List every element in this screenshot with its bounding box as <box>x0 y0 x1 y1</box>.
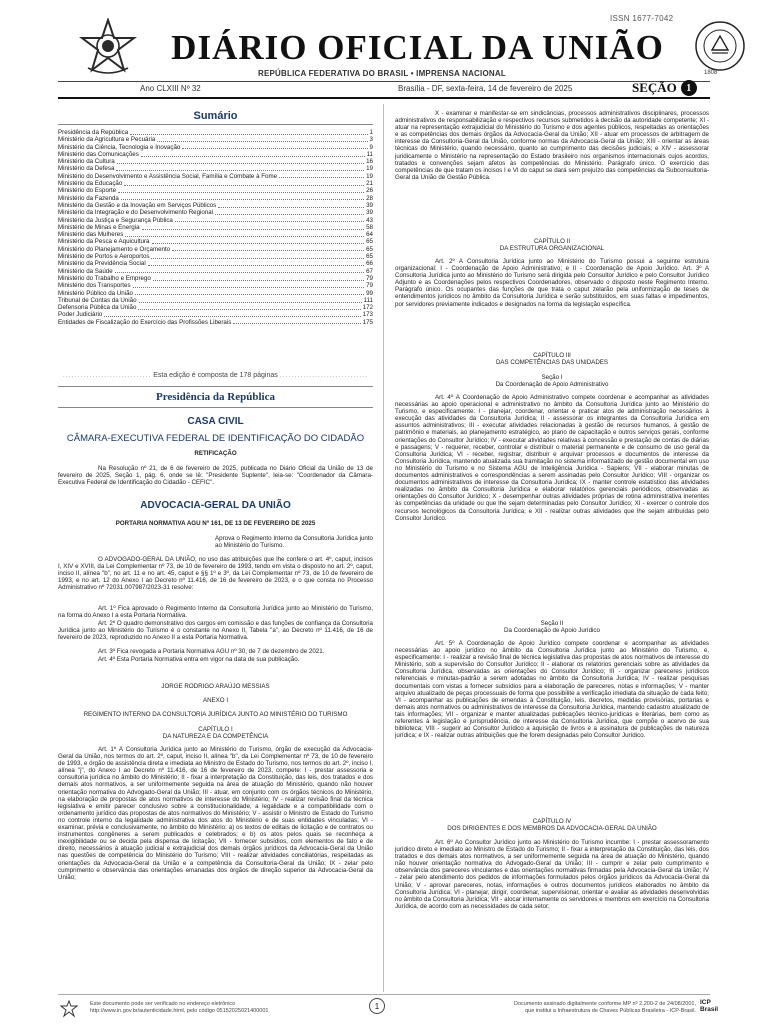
summary-item-page: 39 <box>366 201 373 209</box>
portaria-art4: Art. 4º Esta Portaria Normativa entra em vigor na data de sua publicação. <box>98 656 300 663</box>
issn: ISSN 1677-7042 <box>610 14 674 23</box>
summary-item-page: 11 <box>366 150 373 158</box>
summary-item[interactable] <box>58 129 373 136</box>
summary-rule <box>58 124 373 125</box>
summary-item-label: Ministério do Esporte <box>58 187 117 195</box>
summary-item-label: Ministério da Integração e do Desenvolvimento Regional <box>58 209 214 217</box>
summary-item-page: 21 <box>366 180 373 188</box>
summary-item-page: 19 <box>366 172 373 180</box>
summary-item-page: 64 <box>366 231 373 239</box>
chapter-4-title: DOS DIRIGENTES E DOS MEMBROS DA ADVOCACIA-GERAL DA UNIÃO <box>447 825 657 832</box>
summary-item-page: 99 <box>366 289 373 297</box>
summary-item-label: Ministério de Minas e Energia <box>58 223 140 231</box>
portaria-art3: Art. 3º Fica revogada a Portaria Normativa AGU nº 30, de 7 de dezembro de 2021. <box>98 648 325 655</box>
summary-item[interactable] <box>58 311 373 318</box>
org-casa-civil: CASA CIVIL <box>187 416 244 427</box>
portaria-art1: Art. 1º Fica aprovado o Regimento Interno da Consultoria Jurídica junto ao Ministério do Turismo, na forma do Anexo I a esta Portaria Normativa. <box>58 605 373 620</box>
portaria-title: PORTARIA NORMATIVA AGU Nº 161, DE 13 DE FEVEREIRO DE 2025 <box>115 520 316 527</box>
summary-item-label: Presidência da República <box>58 129 129 136</box>
summary-item-label: Ministério da Saúde <box>58 267 113 275</box>
footer-rule <box>58 994 710 995</box>
summary-item-page: 28 <box>366 194 373 202</box>
presidencia-rule <box>58 407 373 408</box>
summary-item-page: 1 <box>369 129 373 136</box>
summary-item-page: 66 <box>366 260 373 268</box>
summary-item[interactable] <box>58 136 373 143</box>
summary-item-label: Ministério dos Transportes <box>58 282 131 290</box>
chapter-2-title: DA ESTRUTURA ORGANIZACIONAL <box>499 245 605 252</box>
summary-item-label: Ministério da Fazenda <box>58 194 119 202</box>
summary-item-leader <box>182 148 367 149</box>
summary-item-leader <box>153 280 364 281</box>
section-2: Seção II <box>540 620 564 627</box>
summary-item-label: Ministério Público da União <box>58 289 133 297</box>
masthead-title: DIÁRIO OFICIAL DA UNIÃO <box>171 28 664 67</box>
summary-item[interactable] <box>58 290 373 297</box>
summary-item-page: 3 <box>369 136 373 144</box>
verification-note: Este documento pode ser verificado no endereço eletrônico http://www.in.gov.br/autenticidade.html, pelo código 05152025021400001 <box>90 1001 269 1014</box>
summary-item-page: 19 <box>366 165 373 173</box>
summary-item-page: 67 <box>366 267 373 275</box>
summary-item-leader <box>175 221 364 222</box>
summary-item-leader <box>104 316 360 317</box>
summary-item-leader <box>121 199 364 200</box>
summary-item[interactable] <box>58 195 373 202</box>
publication-date: Brasília - DF, sexta-feira, 14 de fevereiro de 2025 <box>398 84 573 93</box>
summary-item-page: 65 <box>366 245 373 253</box>
summary-item-page: 65 <box>366 238 373 246</box>
summary-item-page: 26 <box>366 187 373 195</box>
summary-item-page: 16 <box>366 158 373 166</box>
summary-item-label: Ministério das Comunicações <box>58 150 139 158</box>
summary-item-label: Ministério do Planejamento e Orçamento <box>58 245 171 253</box>
regimento-body-right-2: Art. 2º A Consultoria Jurídica junto ao Ministério do Turismo possui a seguinte estrutura organizacional: I - Coordenação de Apoio Administrativo; e II - Coordenação de Apoio Jurídico. Art. 3º A Consultoria Jurídica junto ao Ministério do Turismo será dirigida pelo Consultor Jurídico e pelo Consultor Jurídico Adjunto e as Coordenações pelos respectivos Coordenadores, observado o disposto neste Regimento Interno. Parágrafo único. Os ocupantes das funções de que trata o caput zelarão pela uniformização de teses de entendimentos jurídicos no âmbito da Consultoria Jurídica e serão substituídos, em suas faltas e impedimentos, por servidores previamente indicados e designados na forma da legislação específica. <box>395 258 709 308</box>
anexo-title: ANEXO I <box>202 697 229 704</box>
summary-item-leader <box>117 163 364 164</box>
summary-item-leader <box>133 287 365 288</box>
summary-item-leader <box>141 156 365 157</box>
summary-item-page: 9 <box>369 143 373 151</box>
summary-item[interactable] <box>58 144 373 151</box>
edition-number: Ano CLXIII Nº 32 <box>140 84 201 93</box>
portaria-preambulo: O ADVOGADO-GERAL DA UNIÃO, no uso das atribuições que lhe confere o art. 4º, caput, incisos I, XIV e XVIII, da Lei Complementar nº 73, de 10 de fevereiro de 1993, tendo em vista o disposto no art. 2º, caput, inciso II, alínea "b", no art. 11 e no art. 45, caput e §§ 1º e 3º, da Lei Complementar nº 73, de 10 de fevereiro de 1993, e no art. 12 do Anexo I ao Decreto nº 11.416, de 16 de fevereiro de 2023, e o que consta no Processo Administrativo nº 72031.007987/2023-31 resolve: <box>58 556 373 592</box>
portaria-art2: Art. 2º O quadro demonstrativo dos cargos em comissão e das funções de confiança da Consultoria Jurídica junto ao Ministério do Turismo é o constante no Anexo II, Tabela "a", ao Decreto nº 11.416, de 16 de fevereiro de 2023, reproduzido no Anexo II a esta Portaria Normativa. <box>58 620 373 642</box>
regimento-body-right-3: Art. 4º À Coordenação de Apoio Administrativo compete coordenar e acompanhar as atividades necessárias ao apoio operacional e administrativo no âmbito da Consultoria Jurídica junto ao Ministério do Turismo, e especificamente: I - planejar, coordenar, orientar e praticar atos de administração necessários à execução das atividades da Consultoria Jurídica; II - assessorar os integrantes da Consultoria Jurídica em assuntos administrativos; III - executar atividades relacionadas à gestão de recursos humanos, à gestão de patrimônio e materiais, ao planejamento estratégico, ao plano de capacitação e outros serviços gerais, conforme orientações do Consultor Jurídico; IV - executar atividades relativas à concessão e prestação de contas de diárias e passagens; V - requerer, receber, controlar e distribuir o material permanente e de consumo de uso geral da Consultoria Jurídica; VI - receber, registrar, distribuir e arquivar processos e documentos de interesse da Consultoria Jurídica, mantendo atualizada sua tramitação no sistema informatizado de gestão documental em uso no Ministério do Turismo e no Sistema AGU de Inteligência Jurídica - Sapiens; VII - elaborar minutas de documentos administrativos e correspondências a serem assinadas pelo Consultor Jurídico; VIII - organizar os documentos administrativos de interesse da Consultoria Jurídica; IX - manter controle estatístico das atividades realizadas no âmbito da Consultoria Jurídica e elaborar relatórios gerenciais periódicos, observadas as orientações do Consultor Jurídico; X - desempenhar outras atividades próprias de rotina administrativa inerentes às competências da unidade ou que lhe sejam determinadas pelo Consultor Jurídico; XI - exercer o controle dos recursos tecnológicos da Consultoria Jurídica; e XII - realizar outras atividades que lhe sejam atribuídas pelo Consultor Jurídico. <box>395 394 709 522</box>
summary-item-label: Ministério da Pesca e Aquicultura <box>58 238 150 246</box>
chapter-1-title: DA NATUREZA E DA COMPETÊNCIA <box>162 733 269 740</box>
section-label: SEÇÃO <box>632 80 677 95</box>
portaria-ementa: Aprova o Regimento Interno da Consultoria Jurídica junto ao Ministério do Turismo. <box>215 535 373 550</box>
coat-of-arms-logo <box>78 18 138 78</box>
summary-item[interactable] <box>58 231 373 238</box>
regimento-body-left: Art. 1º À Consultoria Jurídica junto ao Ministério do Turismo, órgão de execução da Advocacia-Geral da União, nos termos do art. 2º, caput, inciso II, alínea "b", da Lei Complementar nº 73, de 10 de fevereiro de 1993, e órgão de assistência direta e imediata ao Ministro de Estado do Turismo, nos termos do art. 2º, inciso I, alínea "j", do Anexo I ao Decreto nº 11.416, de 16 de fevereiro de 2023, compete: I - prestar assessoria e consultoria jurídica no âmbito do Ministério; II - fixar a interpretação da Constituição, das leis, dos tratados e dos demais atos normativos, a ser uniformemente seguida na área de atuação do Ministério, quando não houver orientação normativa do Advogado-Geral da União; III - atuar, em conjunto com os órgãos técnicos do Ministério, na elaboração de propostas de atos normativos de interesse do Ministério; IV - realizar revisão final da técnica legislativa e emitir parecer conclusivo sobre a constitucionalidade, a legalidade e a compatibilidade com o ordenamento jurídico das propostas de atos normativos do Ministério; V - assistir o Ministro de Estado do Turismo no controle interno da legalidade administrativa dos atos do Ministério e de suas entidades vinculadas; VI - examinar, prévia e conclusivamente, no âmbito do Ministério: a) os textos de editais de licitação e de contratos ou instrumentos congêneres a serem publicados e celebrados; e b) os atos pelos quais se reconheça a inexigibilidade ou se decida pela dispensa de licitação; VII - fornecer subsídios, com elementos de fato e de direito, necessários à atuação judicial e extrajudicial dos demais órgãos jurídicos da Advocacia-Geral da União nas questões de competência do Ministério do Turismo; VIII - realizar atividades conciliatórias, respeitadas as orientações da Advocacia-Geral da União e a competência da Consultoria-Geral da União; IX - zelar pelo cumprimento e observância das orientações emanadas dos órgãos de direção superior da Advocacia-Geral da União; <box>58 746 373 881</box>
section-1-title: Da Coordenação de Apoio Administrativo <box>495 381 609 388</box>
signature-note: Documento assinado digitalmente conforme MP nº 2.200-2 de 24/08/2001, que institui a Infraestrutura de Chaves Públicas Brasileira - ICP-Brasil. <box>514 1001 696 1014</box>
column-divider <box>383 104 384 992</box>
summary-item-page: 39 <box>366 209 373 217</box>
summary-item-page: 172 <box>362 304 373 312</box>
summary-item-leader <box>138 309 360 310</box>
section-heading-presidencia: Presidência da República <box>156 391 275 403</box>
summary-item-leader <box>142 229 365 230</box>
summary-item-leader <box>151 258 364 259</box>
signature: JORGE RODRIGO ARAÚJO MESSIAS <box>161 683 270 690</box>
summary-item[interactable] <box>58 260 373 267</box>
summary-list <box>58 129 373 326</box>
chapter-3-title: DAS COMPETÊNCIAS DAS UNIDADES <box>495 359 609 366</box>
summary-bottom-rule <box>58 386 373 387</box>
summary-item-label: Ministério da Defesa <box>58 165 115 173</box>
summary-item-label: Entidades de Fiscalização do Exercício das Profissões Liberais <box>58 318 232 326</box>
section-1: Seção I <box>541 374 563 381</box>
summary-item-leader <box>218 207 364 208</box>
summary-item[interactable] <box>58 224 373 231</box>
summary-item[interactable] <box>58 304 373 311</box>
page-number: 1 <box>369 998 385 1014</box>
section-number: 1 <box>681 80 697 96</box>
summary-item[interactable] <box>58 246 373 253</box>
summary-item[interactable] <box>58 275 373 282</box>
summary-item-page: 79 <box>366 274 373 282</box>
summary-item-leader <box>135 294 364 295</box>
edition-note: .............................. Esta edição é composta de 178 páginas .............................. <box>62 372 369 379</box>
summary-item[interactable] <box>58 151 373 158</box>
summary-item-leader <box>279 177 364 178</box>
summary-item-label: Tribunal de Contas da União <box>58 296 137 304</box>
section-badge <box>632 79 697 97</box>
regimento-body-right-4: Art. 5º À Coordenação de Apoio Jurídico compete coordenar e acompanhar as atividades necessárias ao apoio jurídico no âmbito da Consultoria Jurídica junto ao Ministério do Turismo, e, especificamente: I - realizar a revisão final de técnica legislativa das propostas de atos normativos de interesse do Ministério, sob a supervisão do Consultor Jurídico; II - elaborar os relatórios gerenciais sobre as atividades da Consultoria Jurídica, observadas as orientações do Consultor Jurídico; III - organizar pareceres jurídicos referenciais e minutas-padrão a serem adotadas no âmbito da Consultoria Jurídica; IV - realizar pesquisas documentais com vistas a fornecer subsídios para a elaboração de pareceres, notas e informações; V - manter arquivo atualizado de peças processuais de forma que possibilite a verificação imediata da situação de cada feito; VI - acompanhar as publicações de emendas à Constituição, leis, decretos, medidas provisórias, portarias e demais atos normativos ou administrativos de interesse da Consultoria Jurídica, mantendo cadastro atualizado de tais informações; VII - organizar e manter atualizadas publicações técnico-jurídicas e literárias, bem como as referentes à legislação e jurisprudência, de interesse da Consultoria Jurídica, que compõe o acervo de sua biblioteca; VIII - sugerir ao Consultor Jurídico a aquisição de livros e a assinatura de publicações de natureza jurídica; e IX - realizar outras atribuições que lhe forem designadas pelo Consultor Jurídico. <box>395 640 709 740</box>
summary-item[interactable] <box>58 180 373 187</box>
chapter-4: CAPÍTULO IV <box>532 818 572 825</box>
summary-item-leader <box>157 141 367 142</box>
summary-item[interactable] <box>58 268 373 275</box>
summary-item-page: 58 <box>366 223 373 231</box>
section-2-title: Da Coordenação de Apoio Jurídico <box>504 627 600 634</box>
summary-item[interactable] <box>58 319 373 326</box>
org-advocacia-geral: ADVOCACIA-GERAL DA UNIÃO <box>140 500 291 511</box>
chapter-1: CAPÍTULO I <box>198 726 233 733</box>
summary-item-label: Ministério da Ciência, Tecnologia e Inovação <box>58 143 181 151</box>
summary-item-label: Ministério da Previdência Social <box>58 260 146 268</box>
summary-item-label: Ministério do Desenvolvimento e Assistência Social, Família e Combate à Fome <box>58 172 278 180</box>
summary-item-leader <box>215 214 364 215</box>
summary-item-page: 173 <box>362 311 373 319</box>
summary-item-leader <box>152 243 365 244</box>
masthead-subtitle: REPÚBLICA FEDERATIVA DO BRASIL • IMPRENSA NACIONAL <box>258 69 506 78</box>
retificacao-title: RETIFICAÇÃO <box>194 450 237 457</box>
summary-item-leader <box>118 192 364 193</box>
summary-item[interactable] <box>58 187 373 194</box>
summary-item-label: Ministério do Trabalho e Emprego <box>58 274 151 282</box>
summary-item-page: 111 <box>363 296 373 304</box>
summary-item-leader <box>115 272 364 273</box>
summary-item[interactable] <box>58 158 373 165</box>
summary-item[interactable] <box>58 217 373 224</box>
summary-item-leader <box>233 323 360 324</box>
summary-item-leader <box>172 250 364 251</box>
summary-item-label: Ministério da Cultura <box>58 158 115 166</box>
summary-item-label: Ministério da Gestão e da Inovação em Serviços Públicos <box>58 201 217 209</box>
summary-item-label: Ministério de Portos e Aeroportos <box>58 253 150 261</box>
summary-item[interactable] <box>58 165 373 172</box>
summary-item[interactable] <box>58 209 373 216</box>
chapter-2: CAPÍTULO II <box>533 238 571 245</box>
summary-item-label: Poder Judiciário <box>58 311 103 319</box>
regimento-body-right-5: Art. 6º Ao Consultor Jurídico junto ao Ministério do Turismo incumbe: I - prestar assessoramento jurídico direto e imediato ao Ministro de Estado do Turismo; II - fixar a interpretação da Constituição, das leis, dos tratados e dos demais atos normativos, a ser uniformemente seguida na área de atuação do Ministério, quando não houver orientação normativa do Advogado-Geral da União; III - cumprir e zelar pelo cumprimento e observância dos pareceres vinculantes e das orientações normativas firmadas pela Advocacia-Geral da União; IV - zelar pelo atendimento dos pedidos de informações formulados pelos órgãos jurídicos da Advocacia-Geral da União; V - aprovar pareceres, notas, informações e outros documentos jurídicos elaborados no âmbito da Consultoria Jurídica; VI - planejar, dirigir, coordenar, supervisionar, orientar e avaliar as atividades desenvolvidas no âmbito da Consultoria Jurídica; VII - alocar internamente os servidores e membros em exercício na Consultoria Jurídica, de acordo com as necessidades de cada setor; <box>395 839 709 910</box>
regimento-title: REGIMENTO INTERNO DA CONSULTORIA JURÍDICA JUNTO AO MINISTÉRIO DO TURISMO <box>83 711 348 718</box>
icp-brasil-logo: ICP Brasil <box>700 999 719 1013</box>
coat-of-arms-icon <box>60 1000 78 1018</box>
summary-item-leader <box>124 185 364 186</box>
summary-item-label: Ministério da Educação <box>58 180 123 188</box>
imprensa-nacional-seal <box>694 20 746 72</box>
summary-item-label: Ministério das Mulheres <box>58 231 124 239</box>
summary-item-page: 65 <box>366 253 373 261</box>
summary-item-leader <box>139 302 362 303</box>
summary-item-page: 79 <box>366 282 373 290</box>
header-rule <box>58 97 710 99</box>
summary-item-page: 175 <box>362 318 373 326</box>
retificacao-text: Na Resolução nº 21, de 6 de fevereiro de 2025, publicada no Diário Oficial da União de 13 de fevereiro de 2025, Seção 1, pág. 6, onde se lê: "Presidente Suplente", leia-se: "Coordenador da Câmara-Executiva Federal de Identificação do Cidadão - CEFIC". <box>58 465 373 487</box>
seal-year: 1808 <box>704 70 718 76</box>
summary-item[interactable] <box>58 282 373 289</box>
summary-item-leader <box>116 170 364 171</box>
summary-item-leader <box>148 265 364 266</box>
summary-item-label: Ministério da Agricultura e Pecuária <box>58 136 156 144</box>
summary-item[interactable] <box>58 253 373 260</box>
masthead-divider <box>58 81 710 82</box>
summary-item-leader <box>125 236 364 237</box>
summary-title: Sumário <box>193 110 238 122</box>
org-camara-executiva: CÂMARA-EXECUTIVA FEDERAL DE IDENTIFICAÇÃO DO CIDADÃO <box>66 433 365 444</box>
summary-item[interactable] <box>58 297 373 304</box>
regimento-body-right-1: X - examinar e manifestar-se em sindicâncias, processos administrativos disciplinares, processos administrativos de responsabilização e respectivos recursos submetidos à decisão da autoridade competente; XI - atuar na representação extrajudicial do Ministério do Turismo e dos agentes públicos, respeitadas as orientações e as competências dos demais órgãos da Advocacia-Geral da União; XII - atuar em processos de arbitragem de interesse da Consultoria-Geral da União, conforme normas da Advocacia-Geral da União; XIII - orientar as áreas técnicas do Ministério, quando necessário, quanto ao cumprimento das decisões judiciais; e XIV - assessorar juridicamente o Ministério na representação do Estado brasileiro nos organismos internacionais cujos acordos, tratados e convenções sejam afetos às competências do Ministério. Parágrafo único. O exercício das competências de que tratam os incisos I e VI do caput se dará sem prejuízo das competências da Subconsultoria-Geral da União de Gestão Pública. <box>395 110 709 181</box>
summary-item[interactable] <box>58 238 373 245</box>
summary-item-label: Defensoria Pública da União <box>58 304 137 312</box>
summary-item-leader <box>130 134 367 135</box>
summary-item[interactable] <box>58 202 373 209</box>
summary-item-label: Ministério da Justiça e Segurança Pública <box>58 216 173 224</box>
summary-item[interactable] <box>58 173 373 180</box>
summary-item-page: 43 <box>366 216 373 224</box>
chapter-3: CAPÍTULO III <box>533 352 571 359</box>
